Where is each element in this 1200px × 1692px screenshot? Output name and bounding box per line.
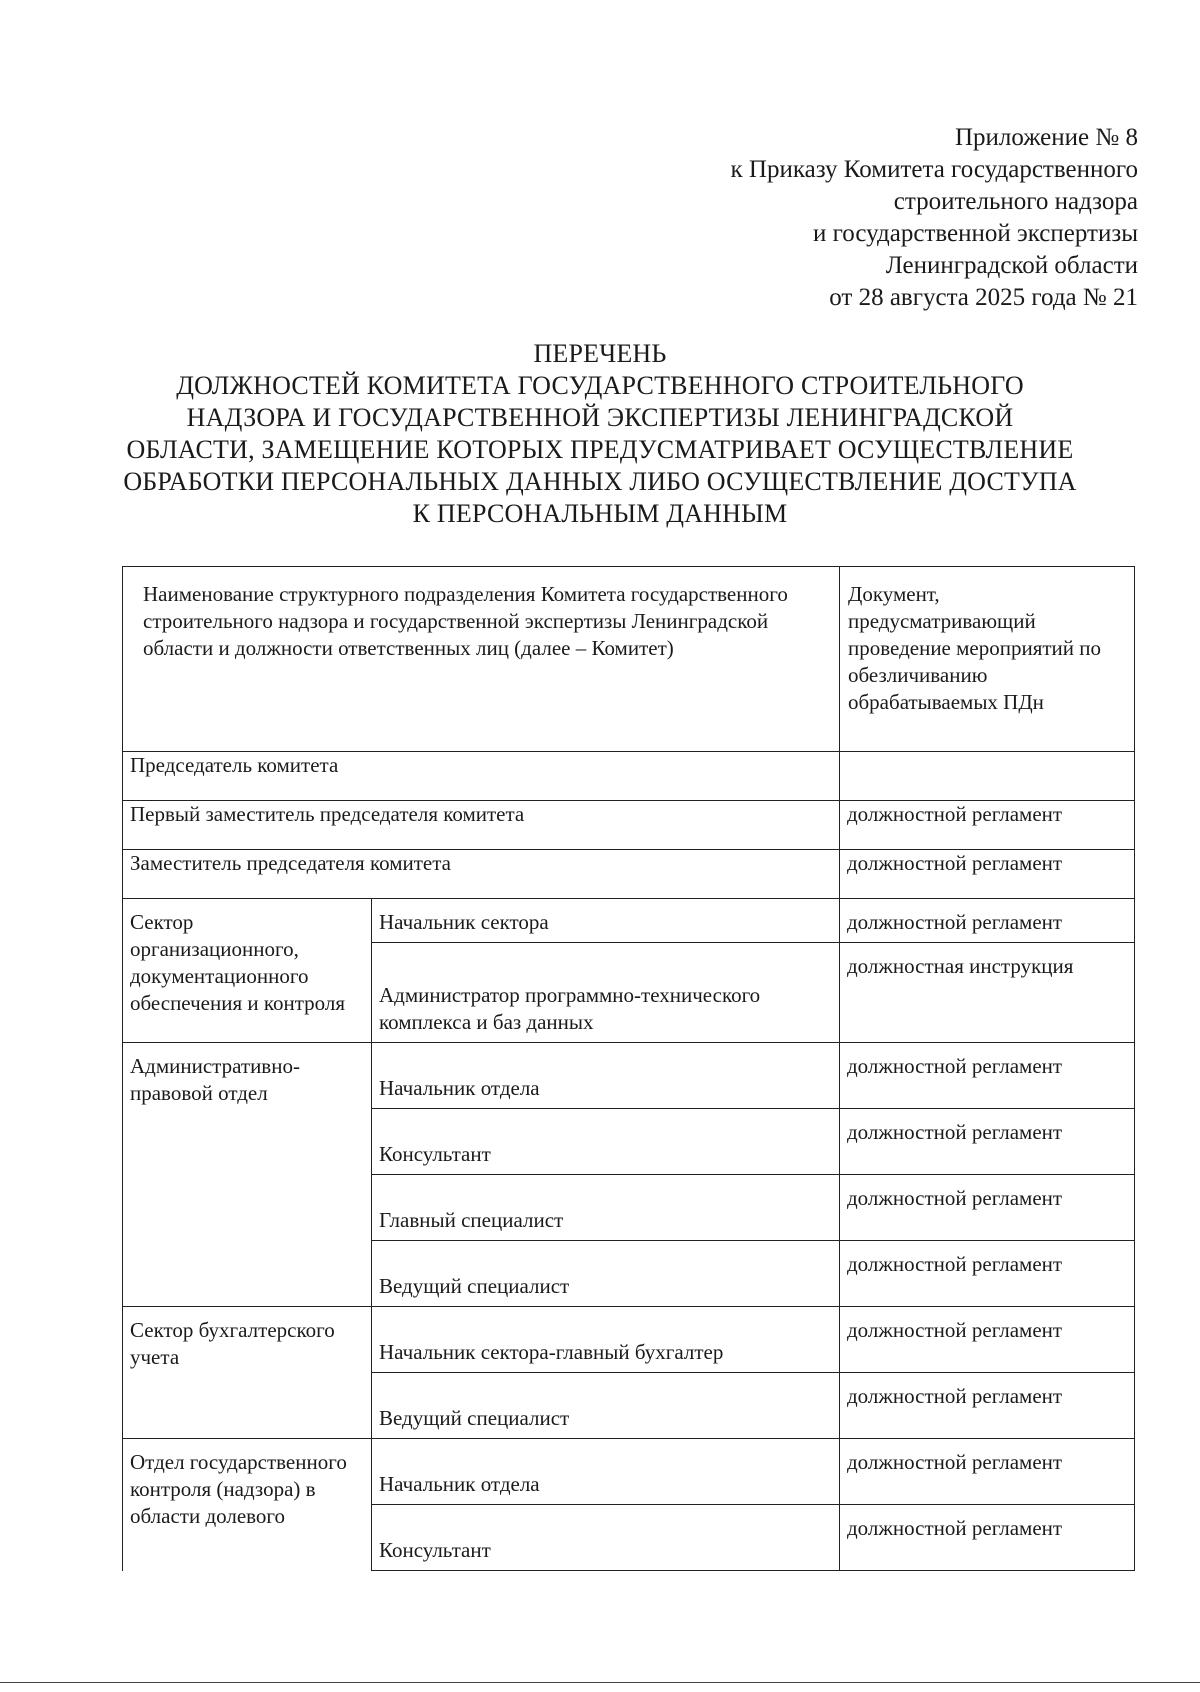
table-row	[123, 1439, 1135, 1505]
title-line: ОБРАБОТКИ ПЕРСОНАЛЬНЫХ ДАННЫХ ЛИБО ОСУЩЕСТВЛЕНИЕ ДОСТУПА	[123, 467, 1077, 496]
appendix-line: Приложение № 8	[954, 124, 1138, 151]
table-row	[123, 801, 1135, 850]
document-cell: должностной регламент	[840, 899, 1135, 943]
table-row	[123, 752, 1135, 801]
department-cell: Сектор организационного, документационного обеспечения и контроля	[123, 899, 372, 1043]
appendix-line: и государственной экспертизы	[812, 220, 1138, 247]
title-line: НАДЗОРА И ГОСУДАРСТВЕННОЙ ЭКСПЕРТИЗЫ ЛЕНИНГРАДСКОЙ	[186, 403, 1014, 432]
position-cell: Консультант	[372, 1109, 840, 1175]
document-cell: должностной регламент	[840, 801, 1135, 850]
table-row	[123, 1307, 1135, 1373]
table-row	[123, 899, 1135, 943]
position-cell: Консультант	[372, 1505, 840, 1571]
position-cell: Начальник сектора-главный бухгалтер	[372, 1307, 840, 1373]
document-cell: должностной регламент	[840, 1307, 1135, 1373]
position-cell: Начальник отдела	[372, 1043, 840, 1109]
table-row	[123, 1043, 1135, 1109]
position-cell: Администратор программно-технического комплекса и баз данных	[372, 943, 840, 1043]
position-cell: Председатель комитета	[123, 752, 840, 801]
position-cell: Ведущий специалист	[372, 1241, 840, 1307]
header-department-position: Наименование структурного подразделения Комитета государственного строительного надзора и государственной экспертизы Ленинградской области и должности ответственных лиц (далее – Комитет)	[123, 567, 840, 752]
document-cell: должностной регламент	[840, 1175, 1135, 1241]
document-cell: должностной регламент	[840, 1373, 1135, 1439]
appendix-line: строительного надзора	[893, 188, 1138, 215]
position-cell: Начальник сектора	[372, 899, 840, 943]
position-cell: Начальник отдела	[372, 1439, 840, 1505]
title-line: К ПЕРСОНАЛЬНЫМ ДАННЫМ	[412, 499, 788, 528]
document-cell: должностной регламент	[840, 1109, 1135, 1175]
department-cell: Отдел государственного контроля (надзора) в области долевого	[123, 1439, 372, 1571]
position-cell: Первый заместитель председателя комитета	[123, 801, 840, 850]
document-cell: должностной регламент	[840, 1505, 1135, 1571]
document-cell: должностной регламент	[840, 1439, 1135, 1505]
appendix-block	[731, 122, 1138, 314]
document-cell	[840, 752, 1135, 801]
department-cell: Сектор бухгалтерского учета	[123, 1307, 372, 1439]
appendix-line: от 28 августа 2025 года № 21	[829, 284, 1138, 311]
positions-table	[122, 566, 1135, 1571]
scan-edge-line	[0, 1682, 1200, 1683]
title-line: ОБЛАСТИ, ЗАМЕЩЕНИЕ КОТОРЫХ ПРЕДУСМАТРИВАЕТ ОСУЩЕСТВЛЕНИЕ	[126, 435, 1074, 464]
appendix-line: Ленинградской области	[885, 252, 1138, 279]
title-heading: ПЕРЕЧЕНЬ	[533, 339, 667, 368]
document-cell: должностной регламент	[840, 1043, 1135, 1109]
table-header-row	[123, 567, 1135, 752]
document-cell: должностной регламент	[840, 1241, 1135, 1307]
document-cell: должностная инструкция	[840, 943, 1135, 1043]
appendix-line: к Приказу Комитета государственного	[730, 156, 1138, 183]
document-title	[100, 338, 1100, 530]
department-cell: Административно-правовой отдел	[123, 1043, 372, 1307]
position-cell: Заместитель председателя комитета	[123, 850, 840, 899]
header-document: Документ, предусматривающий проведение мероприятий по обезличиванию обрабатываемых ПДн	[840, 567, 1135, 752]
position-cell: Главный специалист	[372, 1175, 840, 1241]
position-cell: Ведущий специалист	[372, 1373, 840, 1439]
table-row	[123, 850, 1135, 899]
document-cell: должностной регламент	[840, 850, 1135, 899]
title-line: ДОЛЖНОСТЕЙ КОМИТЕТА ГОСУДАРСТВЕННОГО СТРОИТЕЛЬНОГО	[176, 371, 1024, 400]
